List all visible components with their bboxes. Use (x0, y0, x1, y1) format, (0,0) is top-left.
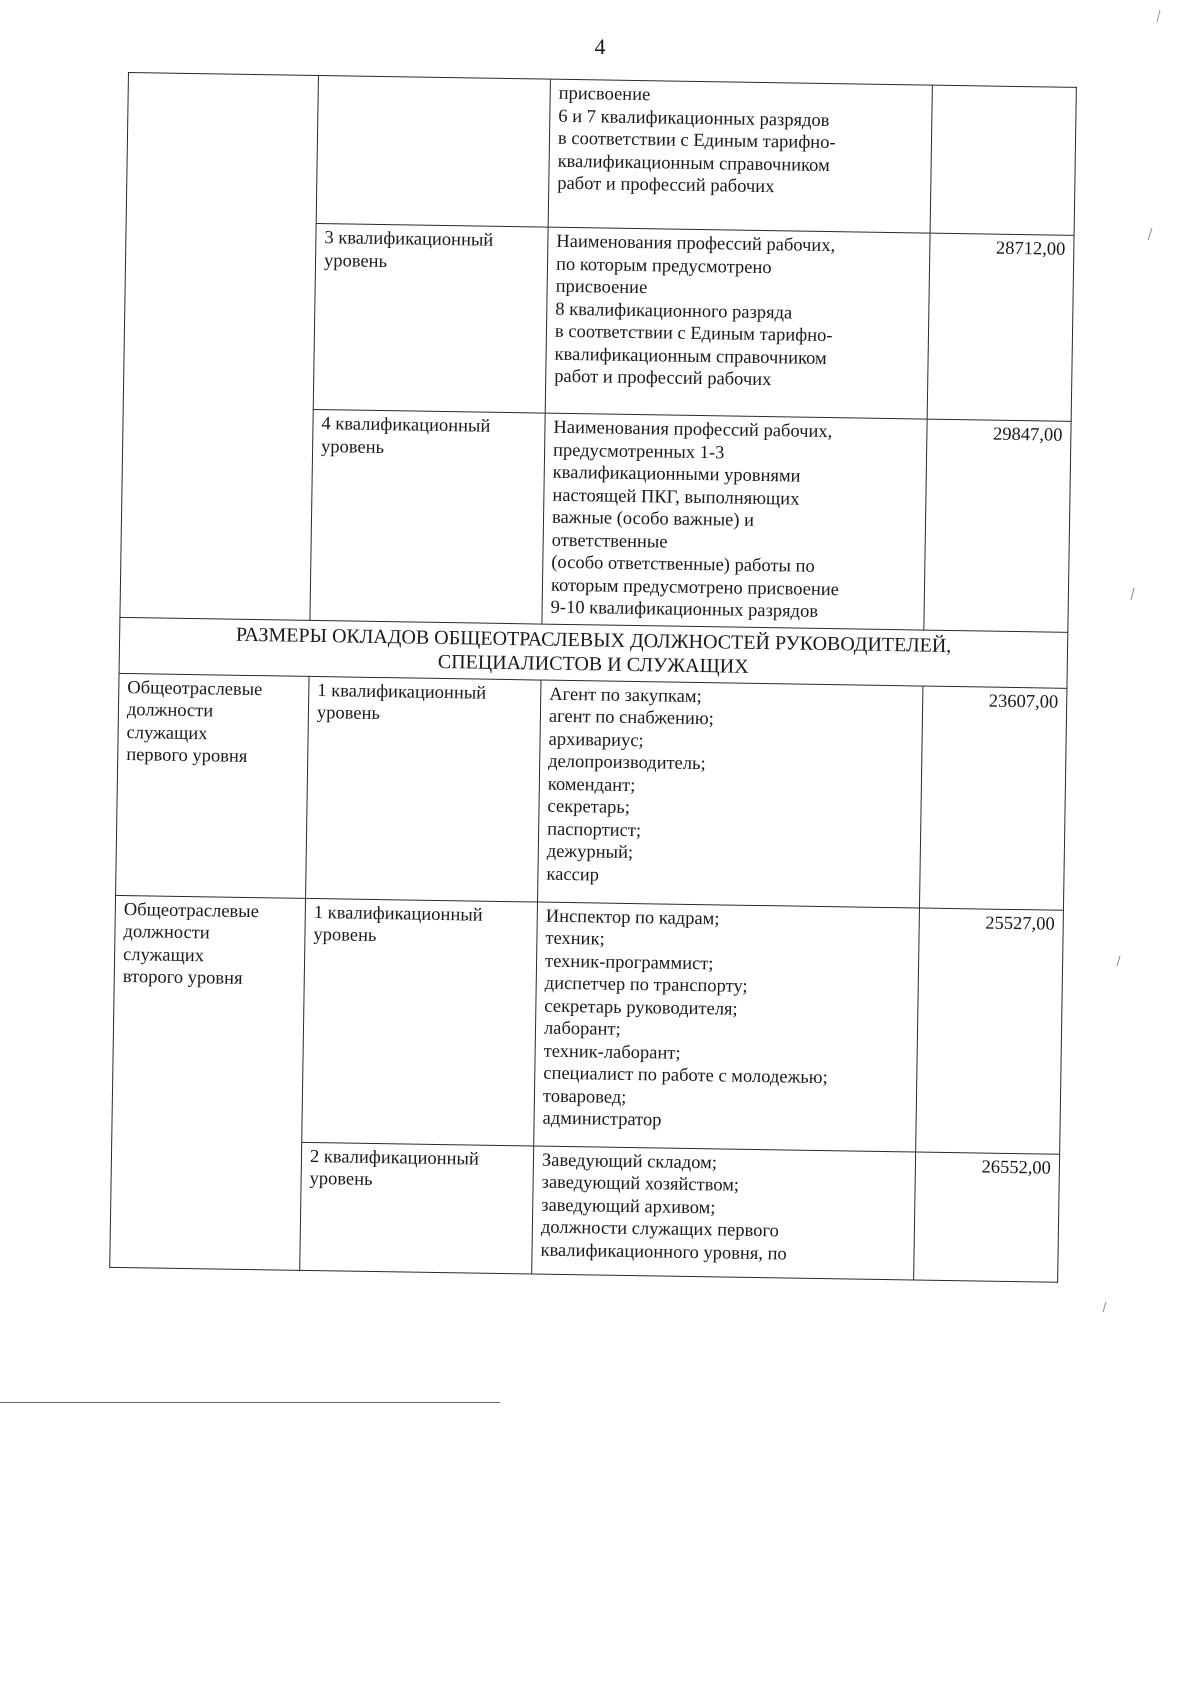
description-line: которым предусмотрено присвоение (550, 575, 840, 600)
level-cell: 1 квалификационный уровень (302, 898, 538, 1146)
position-line: техник-лаборант; (543, 1041, 681, 1064)
position-line: дежурный; (546, 841, 634, 864)
scan-speck (1117, 956, 1120, 966)
position-line: паспортист; (547, 819, 642, 841)
description-line: присвоение (558, 83, 651, 106)
description-line: работ и профессий рабочих (554, 366, 772, 391)
section-heading-line: СПЕЦИАЛИСТОВ И СЛУЖАЩИХ (437, 650, 749, 678)
section-heading-line: РАЗМЕРЫ ОКЛАДОВ ОБЩЕОТРАСЛЕВЫХ ДОЛЖНОСТЕЙ РУКОВОДИТЕЛЕЙ, (235, 623, 952, 657)
group-line: должности (126, 700, 214, 722)
description-line: в соответствии с Единым тарифно- (557, 128, 836, 154)
position-line: техник; (545, 928, 605, 950)
amount-cell: 29847,00 (924, 419, 1071, 632)
scan-speck (1103, 1302, 1106, 1312)
amount-cell: 28712,00 (927, 233, 1074, 421)
position-line: секретарь; (547, 796, 631, 818)
position-line: специалист по работе с молодежью; (543, 1063, 828, 1089)
group-line: Общеотраслевые (127, 677, 263, 700)
position-line: архивариус; (548, 729, 644, 751)
description-line: настоящей ПКГ, выполняющих (552, 485, 800, 510)
amount-cell: 25527,00 (916, 908, 1064, 1154)
description-line: Наименования профессий рабочих, (553, 417, 833, 443)
level-cell: 1 квалификационный уровень (306, 676, 541, 902)
group-line: Общеотраслевые (123, 899, 260, 922)
description-line: ответственные (551, 530, 668, 553)
description-line: 9-10 квалификационных разрядов (550, 597, 819, 622)
level-cell: 2 квалификационный уровень (300, 1142, 534, 1274)
position-line: комендант; (547, 774, 636, 796)
position-line: товаровед; (542, 1086, 627, 1108)
position-line: диспетчер по транспорту; (544, 973, 748, 997)
group-line: первого уровня (126, 745, 248, 767)
description-line: квалификационным справочником (554, 344, 827, 369)
description-line: предусмотренных 1-3 (552, 440, 725, 463)
amount-cell: 26552,00 (914, 1152, 1060, 1282)
description-line: присвоение (555, 276, 648, 299)
description-line: важные (особо важные) и (551, 507, 755, 531)
position-line: техник-программист; (544, 951, 714, 974)
position-line: администратор (542, 1108, 662, 1131)
position-line: заведующий архивом; (541, 1195, 716, 1218)
position-line: должности служащих первого (540, 1217, 779, 1242)
position-line: Инспектор по кадрам; (545, 906, 720, 929)
description-line: квалификационным справочником (557, 151, 830, 176)
description-line: Наименования профессий рабочих, (556, 231, 836, 257)
group-line: должности (123, 922, 210, 944)
level-cell: 3 квалификационный уровень (313, 223, 548, 413)
description-line: 6 и 7 квалификационных разрядов (558, 106, 830, 131)
position-line: Заведующий складом; (541, 1150, 718, 1173)
description-line: 8 квалификационного разряда (555, 299, 793, 323)
position-line: Агент по закупкам; (549, 684, 702, 707)
description-line: квалификационными уровнями (552, 462, 801, 487)
position-line: заведующий хозяйством; (541, 1172, 740, 1196)
position-line: агент по снабжению; (548, 706, 714, 730)
position-line: кассир (546, 864, 600, 885)
group-line: служащих (122, 944, 205, 966)
description-line: (особо ответственные) работы по (551, 552, 815, 577)
scan-speck (1148, 228, 1152, 240)
description-line: работ и профессий рабочих (557, 173, 775, 198)
position-line: лаборант; (543, 1018, 621, 1040)
scan-speck (1131, 588, 1134, 600)
page-number: 4 (594, 34, 606, 59)
scan-speck (1157, 10, 1160, 22)
position-line: секретарь руководителя; (544, 996, 738, 1020)
description-line: в соответствии с Единым тарифно- (554, 321, 833, 347)
amount-cell: 23607,00 (919, 686, 1066, 910)
position-line: делопроизводитель; (548, 751, 706, 775)
position-line: квалификационного уровня, по (540, 1240, 787, 1264)
group-line: служащих (126, 722, 208, 744)
level-cell: 4 квалификационный уровень (310, 409, 545, 623)
description-line: по которым предусмотрено (555, 254, 772, 278)
group-line: второго уровня (122, 967, 243, 989)
